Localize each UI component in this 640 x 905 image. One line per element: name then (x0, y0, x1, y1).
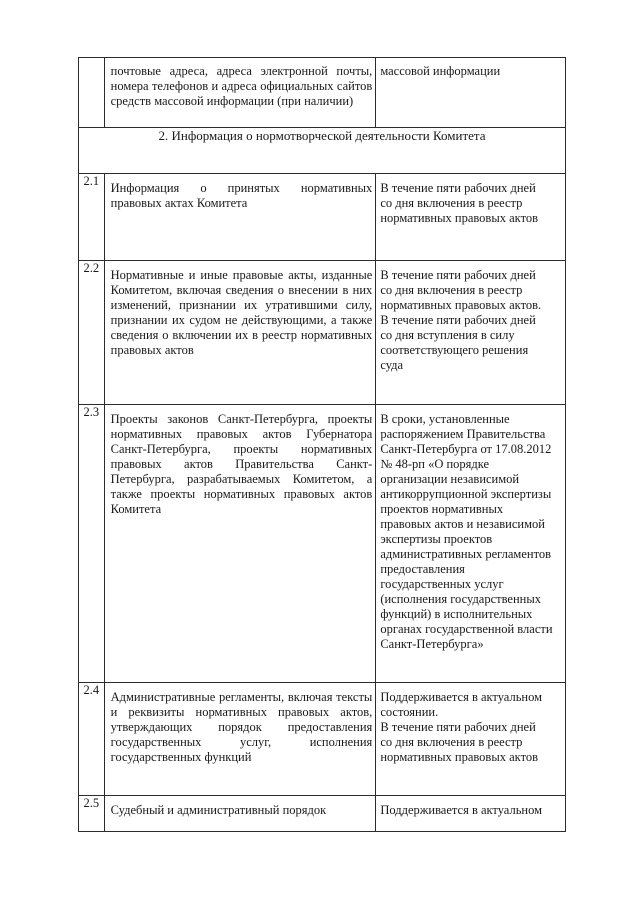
row-number: 2.4 (79, 683, 105, 796)
term-line: нормативных правовых актов (380, 750, 539, 764)
term-line: Поддерживается в актуальном (380, 690, 543, 704)
term-line: экспертизы проектов (380, 532, 493, 546)
term-line: со дня включения в реестр (380, 196, 523, 210)
term-line: организации независимой (380, 472, 520, 486)
term-line: со дня вступления в силу (380, 328, 515, 342)
term-line: предоставления (380, 562, 465, 576)
row-description: Нормативные и иные правовые акты, изданные Комитетом, включая сведения о внесении в них изменений, признании их утратившими силу, признании их судом не действующими, а также сведения о включении их в реестр нормативных правовых актов (110, 268, 373, 357)
term-line: суда (380, 358, 404, 372)
row-term: массовой информации (380, 64, 501, 78)
term-line: Поддерживается в актуальном (380, 803, 543, 817)
term-cell (376, 58, 566, 128)
term-line: органах государственной власти (380, 622, 553, 636)
term-line: В течение пяти рабочих дней (380, 181, 536, 195)
table-row (79, 174, 566, 261)
row-number: 2.1 (79, 174, 105, 261)
description-cell (104, 174, 376, 261)
term-line: функций) в исполнительных (380, 607, 533, 621)
row-description: Административные регламенты, включая тексты и реквизиты нормативных правовых актов, утверждающих порядок предоставления государственных услуг, исполнения государственных функций (110, 690, 373, 764)
row-description: Проекты законов Санкт-Петербурга, проекты нормативных правовых актов Губернатора Санкт-Петербурга, проекты нормативных правовых актов Правительства Санкт-Петербурга, разрабатываемых Комитетом, а также проекты нормативных правовых актов Комитета (110, 412, 373, 516)
term-line: административных регламентов (380, 547, 552, 561)
term-line: со дня включения в реестр (380, 735, 523, 749)
term-line: государственных услуг (380, 577, 504, 591)
table-row (79, 796, 566, 832)
row-description: почтовые адреса, адреса электронной почты, номера телефонов и адреса официальных сайтов средств массовой информации (при наличии) (110, 64, 373, 108)
table-row (79, 261, 566, 405)
term-cell (376, 683, 566, 796)
table-row (79, 405, 566, 683)
term-line: Санкт-Петербурга» (380, 637, 484, 651)
term-line: В течение пяти рабочих дней (380, 268, 536, 282)
table-row (79, 58, 566, 128)
row-description: Информация о принятых нормативных правовых актах Комитета (110, 181, 373, 210)
description-cell (104, 405, 376, 683)
term-cell (376, 405, 566, 683)
row-number-cell (79, 58, 105, 128)
term-line: проектов нормативных (380, 502, 504, 516)
row-number: 2.2 (79, 261, 105, 405)
description-cell (104, 796, 376, 832)
row-number: 2.5 (79, 796, 105, 832)
description-cell (104, 683, 376, 796)
description-cell (104, 58, 376, 128)
term-cell (376, 261, 566, 405)
term-cell (376, 174, 566, 261)
term-cell (376, 796, 566, 832)
term-line: антикоррупционной экспертизы (380, 487, 552, 501)
row-description: Судебный и административный порядок (110, 803, 327, 817)
term-line: № 48-рп «О порядке (380, 457, 490, 471)
term-line: соответствующего решения (380, 343, 529, 357)
description-cell (104, 261, 376, 405)
term-line: нормативных правовых актов (380, 211, 539, 225)
section-title: 2. Информация о нормотворческой деятельности Комитета (79, 128, 566, 174)
term-line: В сроки, установленные (380, 412, 510, 426)
table-row (79, 683, 566, 796)
term-line: В течение пяти рабочих дней (380, 720, 536, 734)
document-table (78, 57, 566, 832)
term-line: В течение пяти рабочих дней (380, 313, 536, 327)
term-line: распоряжением Правительства (380, 427, 546, 441)
term-line: Санкт-Петербурга от 17.08.2012 (380, 442, 552, 456)
section-header-row (79, 128, 566, 174)
term-line: правовых актов и независимой (380, 517, 545, 531)
term-line: (исполнения государственных (380, 592, 542, 606)
term-line: состоянии. (380, 705, 439, 719)
row-number: 2.3 (79, 405, 105, 683)
term-line: нормативных правовых актов. (380, 298, 542, 312)
term-line: со дня включения в реестр (380, 283, 523, 297)
